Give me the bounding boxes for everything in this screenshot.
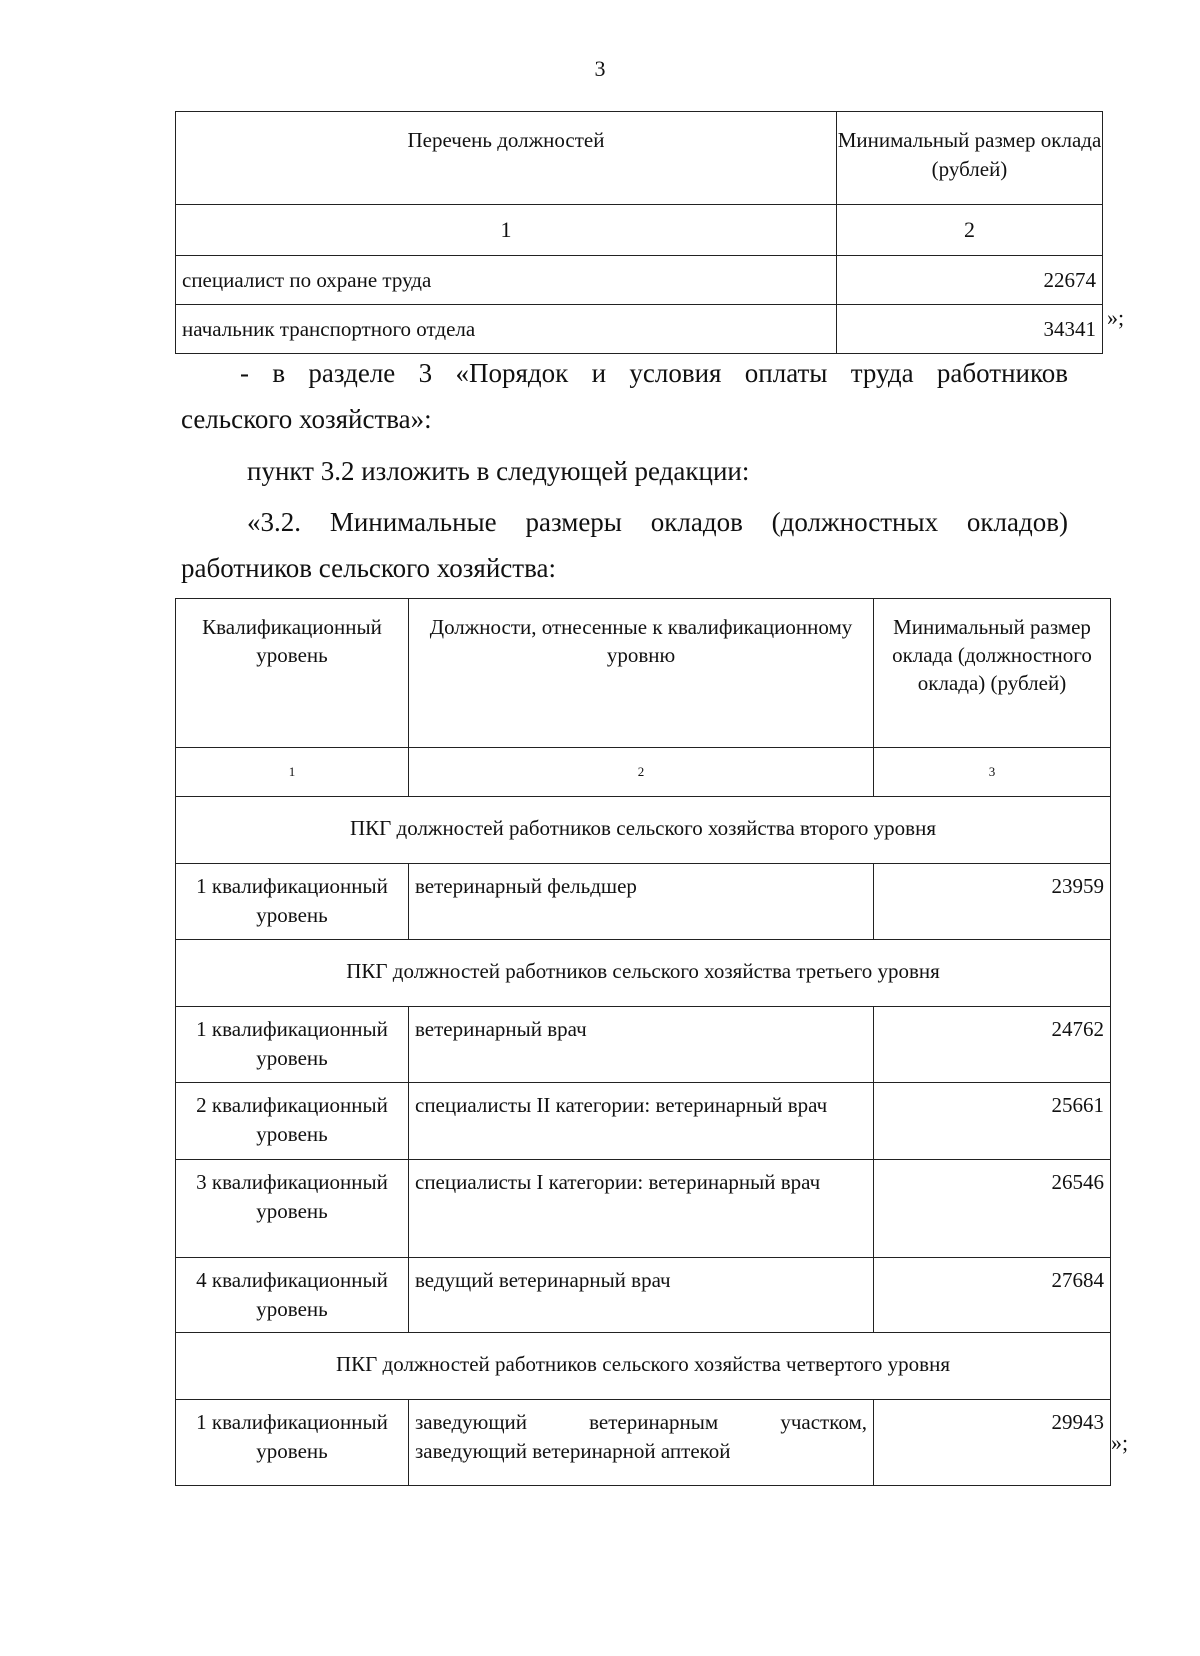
salary-cell: 27684 [874, 1258, 1111, 1333]
level-cell: 1 квалификационный уровень [176, 1007, 409, 1083]
table-header-row [176, 599, 1111, 748]
table-row [176, 305, 1103, 354]
group-title: ПКГ должностей работников сельского хозяйства второго уровня [176, 797, 1111, 864]
paragraph-clause-3-2-line1: «3.2. Минимальные размеры окладов (должностных окладов) [247, 507, 1068, 537]
table-row [176, 1083, 1111, 1160]
group-title: ПКГ должностей работников сельского хозяйства третьего уровня [176, 940, 1111, 1007]
level-cell: 2 квалификационный уровень [176, 1083, 409, 1160]
column-number: 1 [176, 205, 837, 256]
positions-cell: заведующий ветеринарным участком, заведующий ветеринарной аптекой [409, 1400, 874, 1486]
paragraph-section3-line1: - в разделе 3 «Порядок и условия оплаты труда работников [240, 358, 1068, 388]
positions-cell: ветеринарный врач [409, 1007, 874, 1083]
table-row [176, 864, 1111, 940]
column-number: 2 [837, 205, 1103, 256]
salary-cell: 29943 [874, 1400, 1111, 1486]
header-min-salary: Минимальный размер оклада (должностного оклада) (рублей) [874, 599, 1111, 748]
table-header-row [176, 112, 1103, 205]
group-row [176, 940, 1111, 1007]
group-title: ПКГ должностей работников сельского хозяйства четвертого уровня [176, 1333, 1111, 1400]
positions-cell: ветеринарный фельдшер [409, 864, 874, 940]
position-cell: специалист по охране труда [176, 256, 837, 305]
salary-cell: 26546 [874, 1160, 1111, 1258]
header-positions: Должности, отнесенные к квалификационному уровню [409, 599, 874, 748]
header-min-salary: Минимальный размер оклада (рублей) [837, 112, 1103, 205]
level-cell: 3 квалификационный уровень [176, 1160, 409, 1258]
paragraph-section3-line2: сельского хозяйства»: [181, 404, 432, 434]
positions-cell: ведущий ветеринарный врач [409, 1258, 874, 1333]
table2-closing-quote: »; [1111, 1430, 1129, 1455]
header-positions: Перечень должностей [176, 112, 837, 205]
table1-closing-quote: »; [1107, 305, 1125, 330]
column-numbers-row [176, 205, 1103, 256]
positions-salary-table [175, 111, 1103, 354]
level-cell: 1 квалификационный уровень [176, 1400, 409, 1486]
salary-cell: 24762 [874, 1007, 1111, 1083]
table-row [176, 256, 1103, 305]
page-number: 3 [594, 56, 606, 81]
paragraph-clause-edit: пункт 3.2 изложить в следующей редакции: [247, 456, 750, 486]
column-number: 2 [409, 748, 874, 797]
table-row [176, 1258, 1111, 1333]
level-cell: 1 квалификационный уровень [176, 864, 409, 940]
group-row [176, 1333, 1111, 1400]
column-numbers-row [176, 748, 1111, 797]
group-row [176, 797, 1111, 864]
table-row [176, 1007, 1111, 1083]
position-cell: начальник транспортного отдела [176, 305, 837, 354]
level-cell: 4 квалификационный уровень [176, 1258, 409, 1333]
qualification-salary-table [175, 598, 1111, 1486]
column-number: 1 [176, 748, 409, 797]
table-row [176, 1400, 1111, 1486]
header-qualification-level: Квалификационный уровень [176, 599, 409, 748]
salary-cell: 25661 [874, 1083, 1111, 1160]
column-number: 3 [874, 748, 1111, 797]
salary-cell: 34341 [837, 305, 1103, 354]
salary-cell: 23959 [874, 864, 1111, 940]
positions-cell: специалисты II категории: ветеринарный врач [409, 1083, 874, 1160]
paragraph-clause-3-2-line2: работников сельского хозяйства: [181, 553, 556, 583]
table-row [176, 1160, 1111, 1258]
salary-cell: 22674 [837, 256, 1103, 305]
positions-cell: специалисты I категории: ветеринарный врач [409, 1160, 874, 1258]
